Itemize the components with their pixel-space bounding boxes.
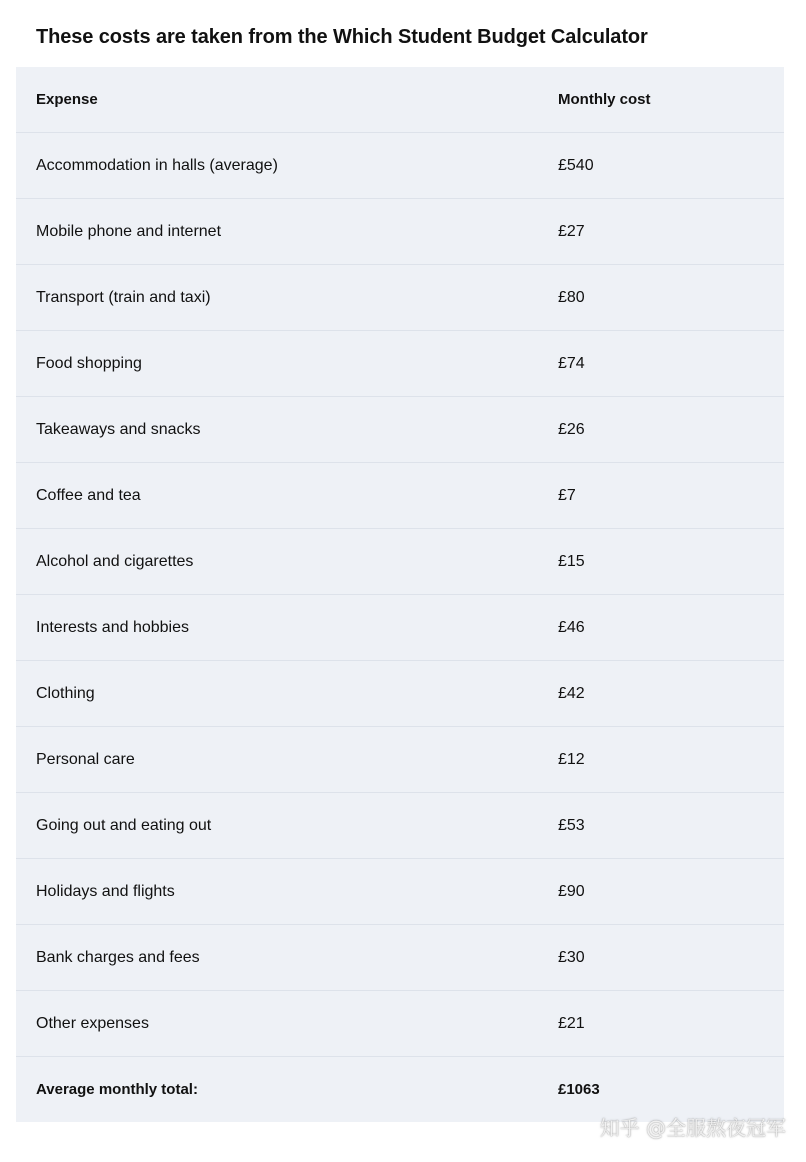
monthly-cost-cell: £80	[558, 289, 585, 306]
table-row	[16, 529, 784, 595]
table-row	[16, 859, 784, 925]
monthly-cost-cell: £46	[558, 619, 585, 636]
expense-cell: Holidays and flights	[36, 883, 175, 900]
table-row	[16, 793, 784, 859]
monthly-cost-cell: £42	[558, 685, 585, 702]
table-header-row	[16, 67, 784, 133]
monthly-cost-cell: £540	[558, 157, 594, 174]
monthly-cost-cell: £15	[558, 553, 585, 570]
expense-cell: Personal care	[36, 751, 135, 768]
table-row	[16, 925, 784, 991]
monthly-cost-cell: £74	[558, 355, 585, 372]
header-monthly-cost: Monthly cost	[558, 91, 651, 108]
total-value: £1063	[558, 1081, 600, 1098]
table-row	[16, 133, 784, 199]
monthly-cost-cell: £90	[558, 883, 585, 900]
table-row	[16, 331, 784, 397]
monthly-cost-cell: £12	[558, 751, 585, 768]
header-expense: Expense	[36, 91, 98, 108]
monthly-cost-cell: £53	[558, 817, 585, 834]
expense-cell: Interests and hobbies	[36, 619, 189, 636]
monthly-cost-cell: £27	[558, 223, 585, 240]
expense-cell: Alcohol and cigarettes	[36, 553, 194, 570]
budget-table	[16, 67, 784, 1122]
expense-cell: Going out and eating out	[36, 817, 212, 834]
table-row	[16, 991, 784, 1057]
total-label: Average monthly total:	[36, 1081, 198, 1098]
monthly-cost-cell: £21	[558, 1015, 585, 1032]
expense-cell: Bank charges and fees	[36, 949, 200, 966]
table-row	[16, 595, 784, 661]
expense-cell: Clothing	[36, 685, 95, 702]
expense-cell: Accommodation in halls (average)	[36, 157, 278, 174]
page-title: These costs are taken from the Which Student Budget Calculator	[36, 26, 648, 48]
expense-cell: Food shopping	[36, 355, 142, 372]
expense-cell: Other expenses	[36, 1015, 149, 1032]
expense-cell: Mobile phone and internet	[36, 223, 222, 240]
expense-cell: Takeaways and snacks	[36, 421, 201, 438]
table-row	[16, 199, 784, 265]
expense-cell: Transport (train and taxi)	[36, 289, 211, 306]
table-row	[16, 397, 784, 463]
monthly-cost-cell: £30	[558, 949, 585, 966]
table-row	[16, 463, 784, 529]
table-row	[16, 661, 784, 727]
watermark: 知乎 @全服熬夜冠军	[599, 1116, 786, 1140]
table-row	[16, 265, 784, 331]
monthly-cost-cell: £26	[558, 421, 585, 438]
table-row	[16, 727, 784, 793]
expense-cell: Coffee and tea	[36, 487, 141, 504]
monthly-cost-cell: £7	[558, 487, 576, 504]
